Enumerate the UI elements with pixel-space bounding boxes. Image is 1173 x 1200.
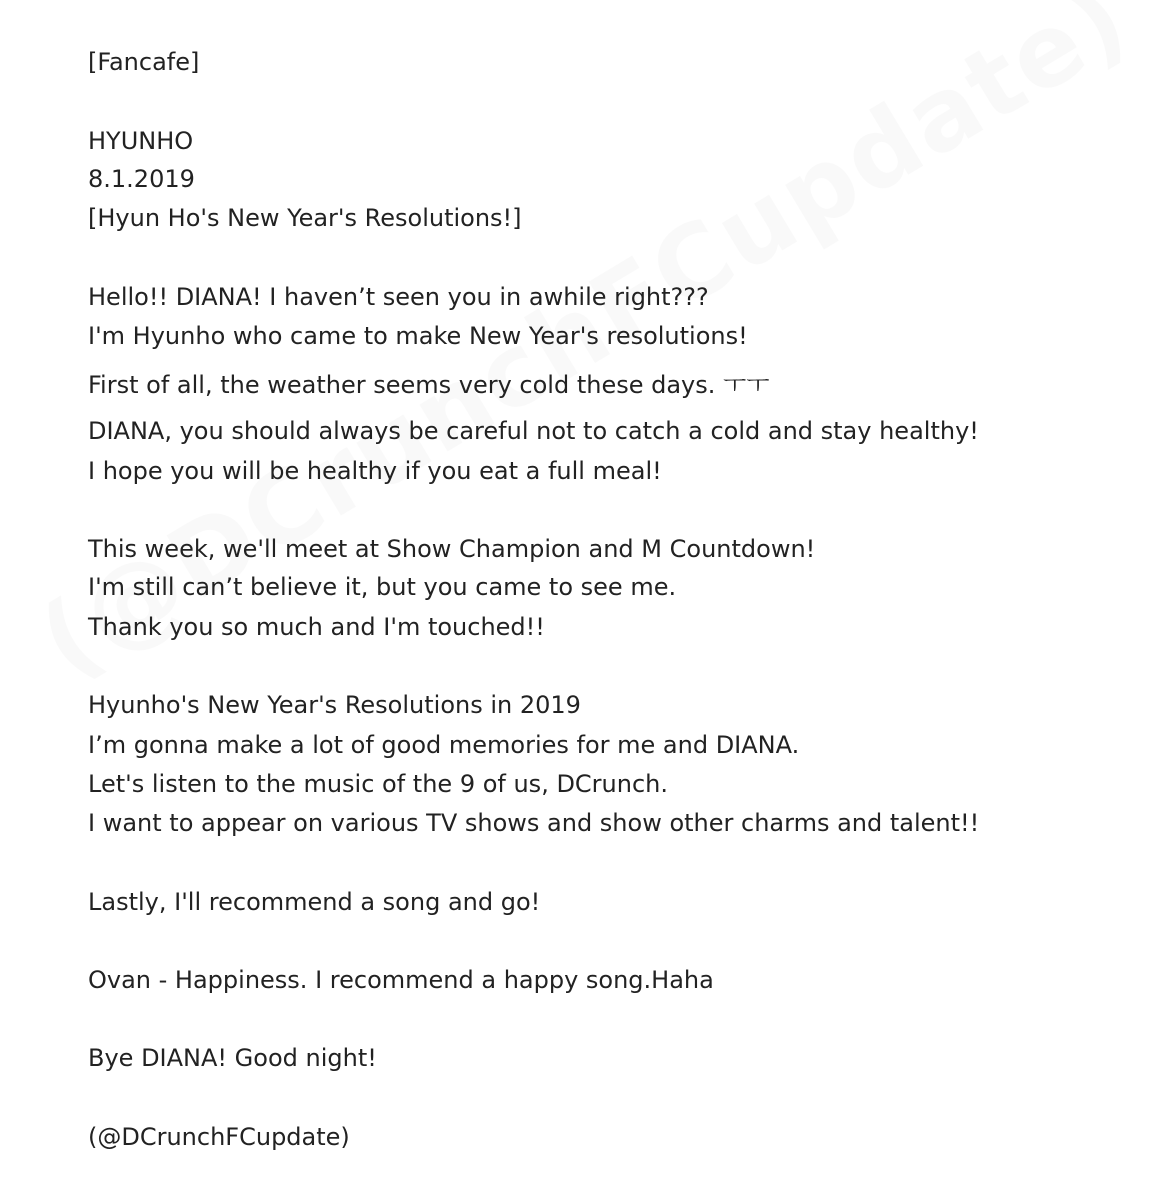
body-line: DIANA, you should always be careful not to catch a cold and stay healthy! [88, 417, 979, 445]
body-line: Thank you so much and I'm touched!! [88, 613, 545, 641]
body-line: I’m gonna make a lot of good memories for me and DIANA. [88, 731, 800, 759]
body-line: Lastly, I'll recommend a song and go! [88, 888, 541, 916]
body-line: Let's listen to the music of the 9 of us, DCrunch. [88, 770, 669, 798]
body-line: Ovan - Happiness. I recommend a happy song.Haha [88, 966, 714, 994]
post-date: 8.1.2019 [88, 165, 195, 193]
source-tag: [Fancafe] [88, 48, 200, 76]
body-line: Hello!! DIANA! I haven’t seen you in awhile right??? [88, 283, 709, 311]
body-line: I hope you will be healthy if you eat a full meal! [88, 457, 662, 485]
body-line: I want to appear on various TV shows and show other charms and talent!! [88, 809, 980, 837]
body-line: This week, we'll meet at Show Champion and M Countdown! [88, 535, 816, 563]
credit-handle: (@DCrunchFCupdate) [88, 1123, 350, 1151]
body-line: I'm still can’t believe it, but you came to see me. [88, 573, 677, 601]
body-line: Bye DIANA! Good night! [88, 1044, 377, 1072]
body-line: I'm Hyunho who came to make New Year's resolutions! [88, 322, 748, 350]
body-line: Hyunho's New Year's Resolutions in 2019 [88, 691, 581, 719]
author-name: HYUNHO [88, 127, 194, 155]
post-title: [Hyun Ho's New Year's Resolutions!] [88, 204, 522, 232]
body-line: First of all, the weather seems very cold these days. ㅜㅜ [88, 371, 770, 399]
